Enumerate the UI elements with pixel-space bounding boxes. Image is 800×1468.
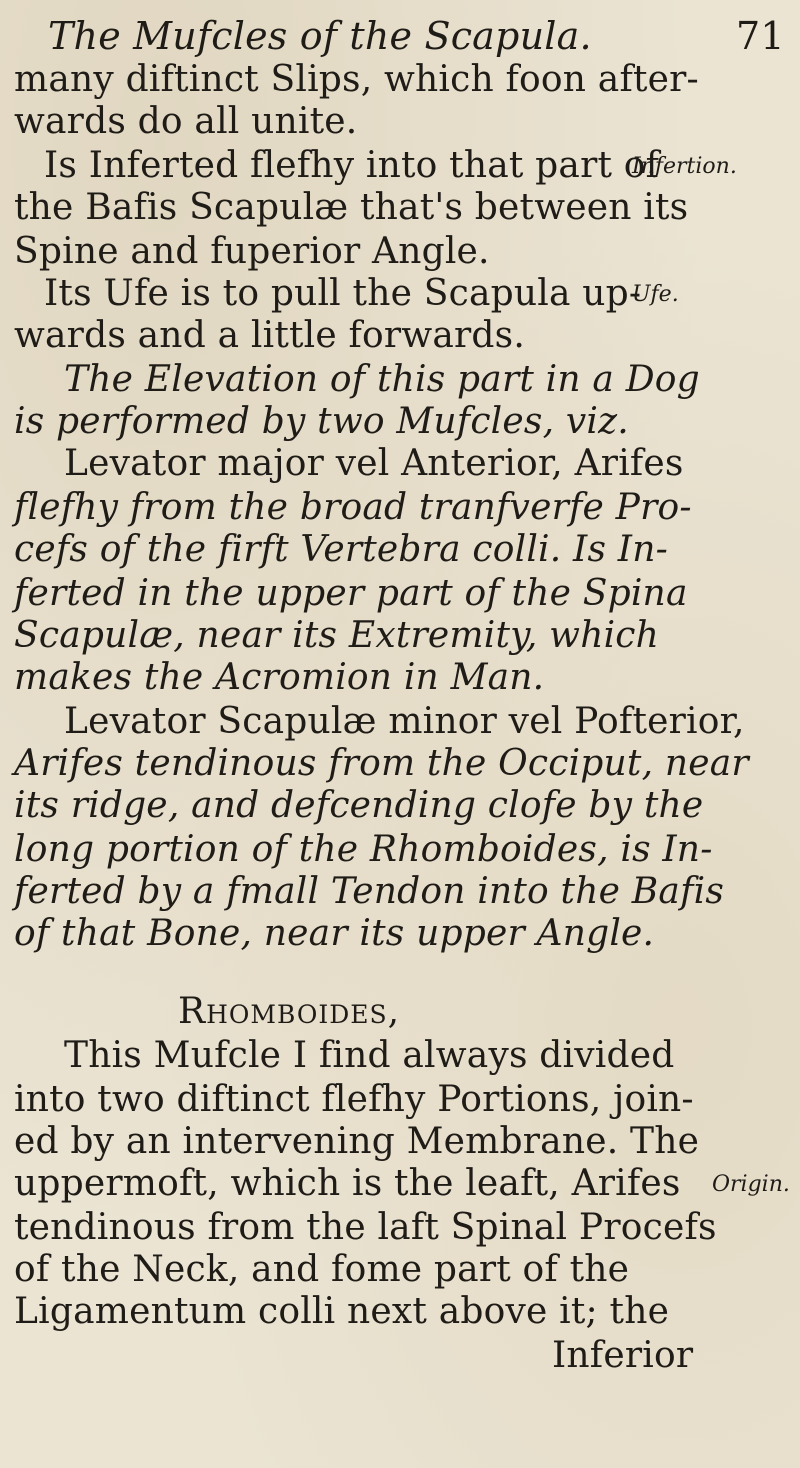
text-line: cefs of the firft Vertebra colli. Is In- bbox=[14, 529, 668, 570]
text-line: Spine and fuperior Angle. bbox=[14, 231, 490, 272]
text-line: wards do all unite. bbox=[14, 101, 358, 142]
section-heading: Rhomboides, bbox=[178, 991, 401, 1032]
text-line: wards and a little forwards. bbox=[14, 315, 525, 356]
text-line: Its Ufe is to pull the Scapula up- bbox=[44, 273, 642, 314]
text-line: ferted by a fmall Tendon into the Bafis bbox=[14, 871, 724, 912]
text-line: long portion of the Rhomboides, is In- bbox=[14, 829, 713, 870]
text-line: of that Bone, near its upper Angle. bbox=[14, 913, 655, 954]
text-line: ferted in the upper part of the Spina bbox=[14, 573, 688, 614]
margin-note-use: Ufe. bbox=[632, 282, 679, 307]
text-line: Is Inferted flefhy into that part of bbox=[44, 145, 660, 186]
text-line: uppermoft, which is the leaft, Arifes bbox=[14, 1163, 681, 1204]
catchword: Inferior bbox=[552, 1335, 694, 1376]
text-line: Arifes tendinous from the Occiput, near bbox=[14, 743, 749, 784]
text-line: makes the Acromion in Man. bbox=[14, 657, 545, 698]
text-line: its ridge, and defcending clofe by the bbox=[14, 785, 704, 826]
text-line: into two diftinct flefhy Portions, join- bbox=[14, 1079, 694, 1120]
text-line: Ligamentum colli next above it; the bbox=[14, 1291, 670, 1332]
text-line: flefhy from the broad tranfverfe Pro- bbox=[14, 487, 692, 528]
text-line: This Mufcle I find always divided bbox=[64, 1035, 675, 1076]
running-head-title: The Mufcles of the Scapula. bbox=[48, 14, 592, 58]
text-line: Scapulæ, near its Extremity, which bbox=[14, 615, 660, 656]
text-line: Levator Scapulæ minor vel Pofterior, bbox=[64, 701, 745, 742]
text-line: is performed by two Mufcles, viz. bbox=[14, 401, 629, 442]
text-line: of the Neck, and fome part of the bbox=[14, 1249, 630, 1290]
page-number: 71 bbox=[736, 14, 785, 58]
margin-note-origin: Origin. bbox=[712, 1172, 790, 1197]
text-line: the Bafis Scapulæ that's between its bbox=[14, 187, 689, 228]
text-line: tendinous from the laft Spinal Procefs bbox=[14, 1207, 717, 1248]
text-line: Levator major vel Anterior, Arifes bbox=[64, 443, 684, 484]
text-line: ed by an intervening Membrane. The bbox=[14, 1121, 700, 1162]
margin-note-insertion: Infertion. bbox=[632, 154, 737, 179]
text-line: many diftinct Slips, which foon after- bbox=[14, 59, 699, 100]
text-line: The Elevation of this part in a Dog bbox=[64, 359, 700, 400]
